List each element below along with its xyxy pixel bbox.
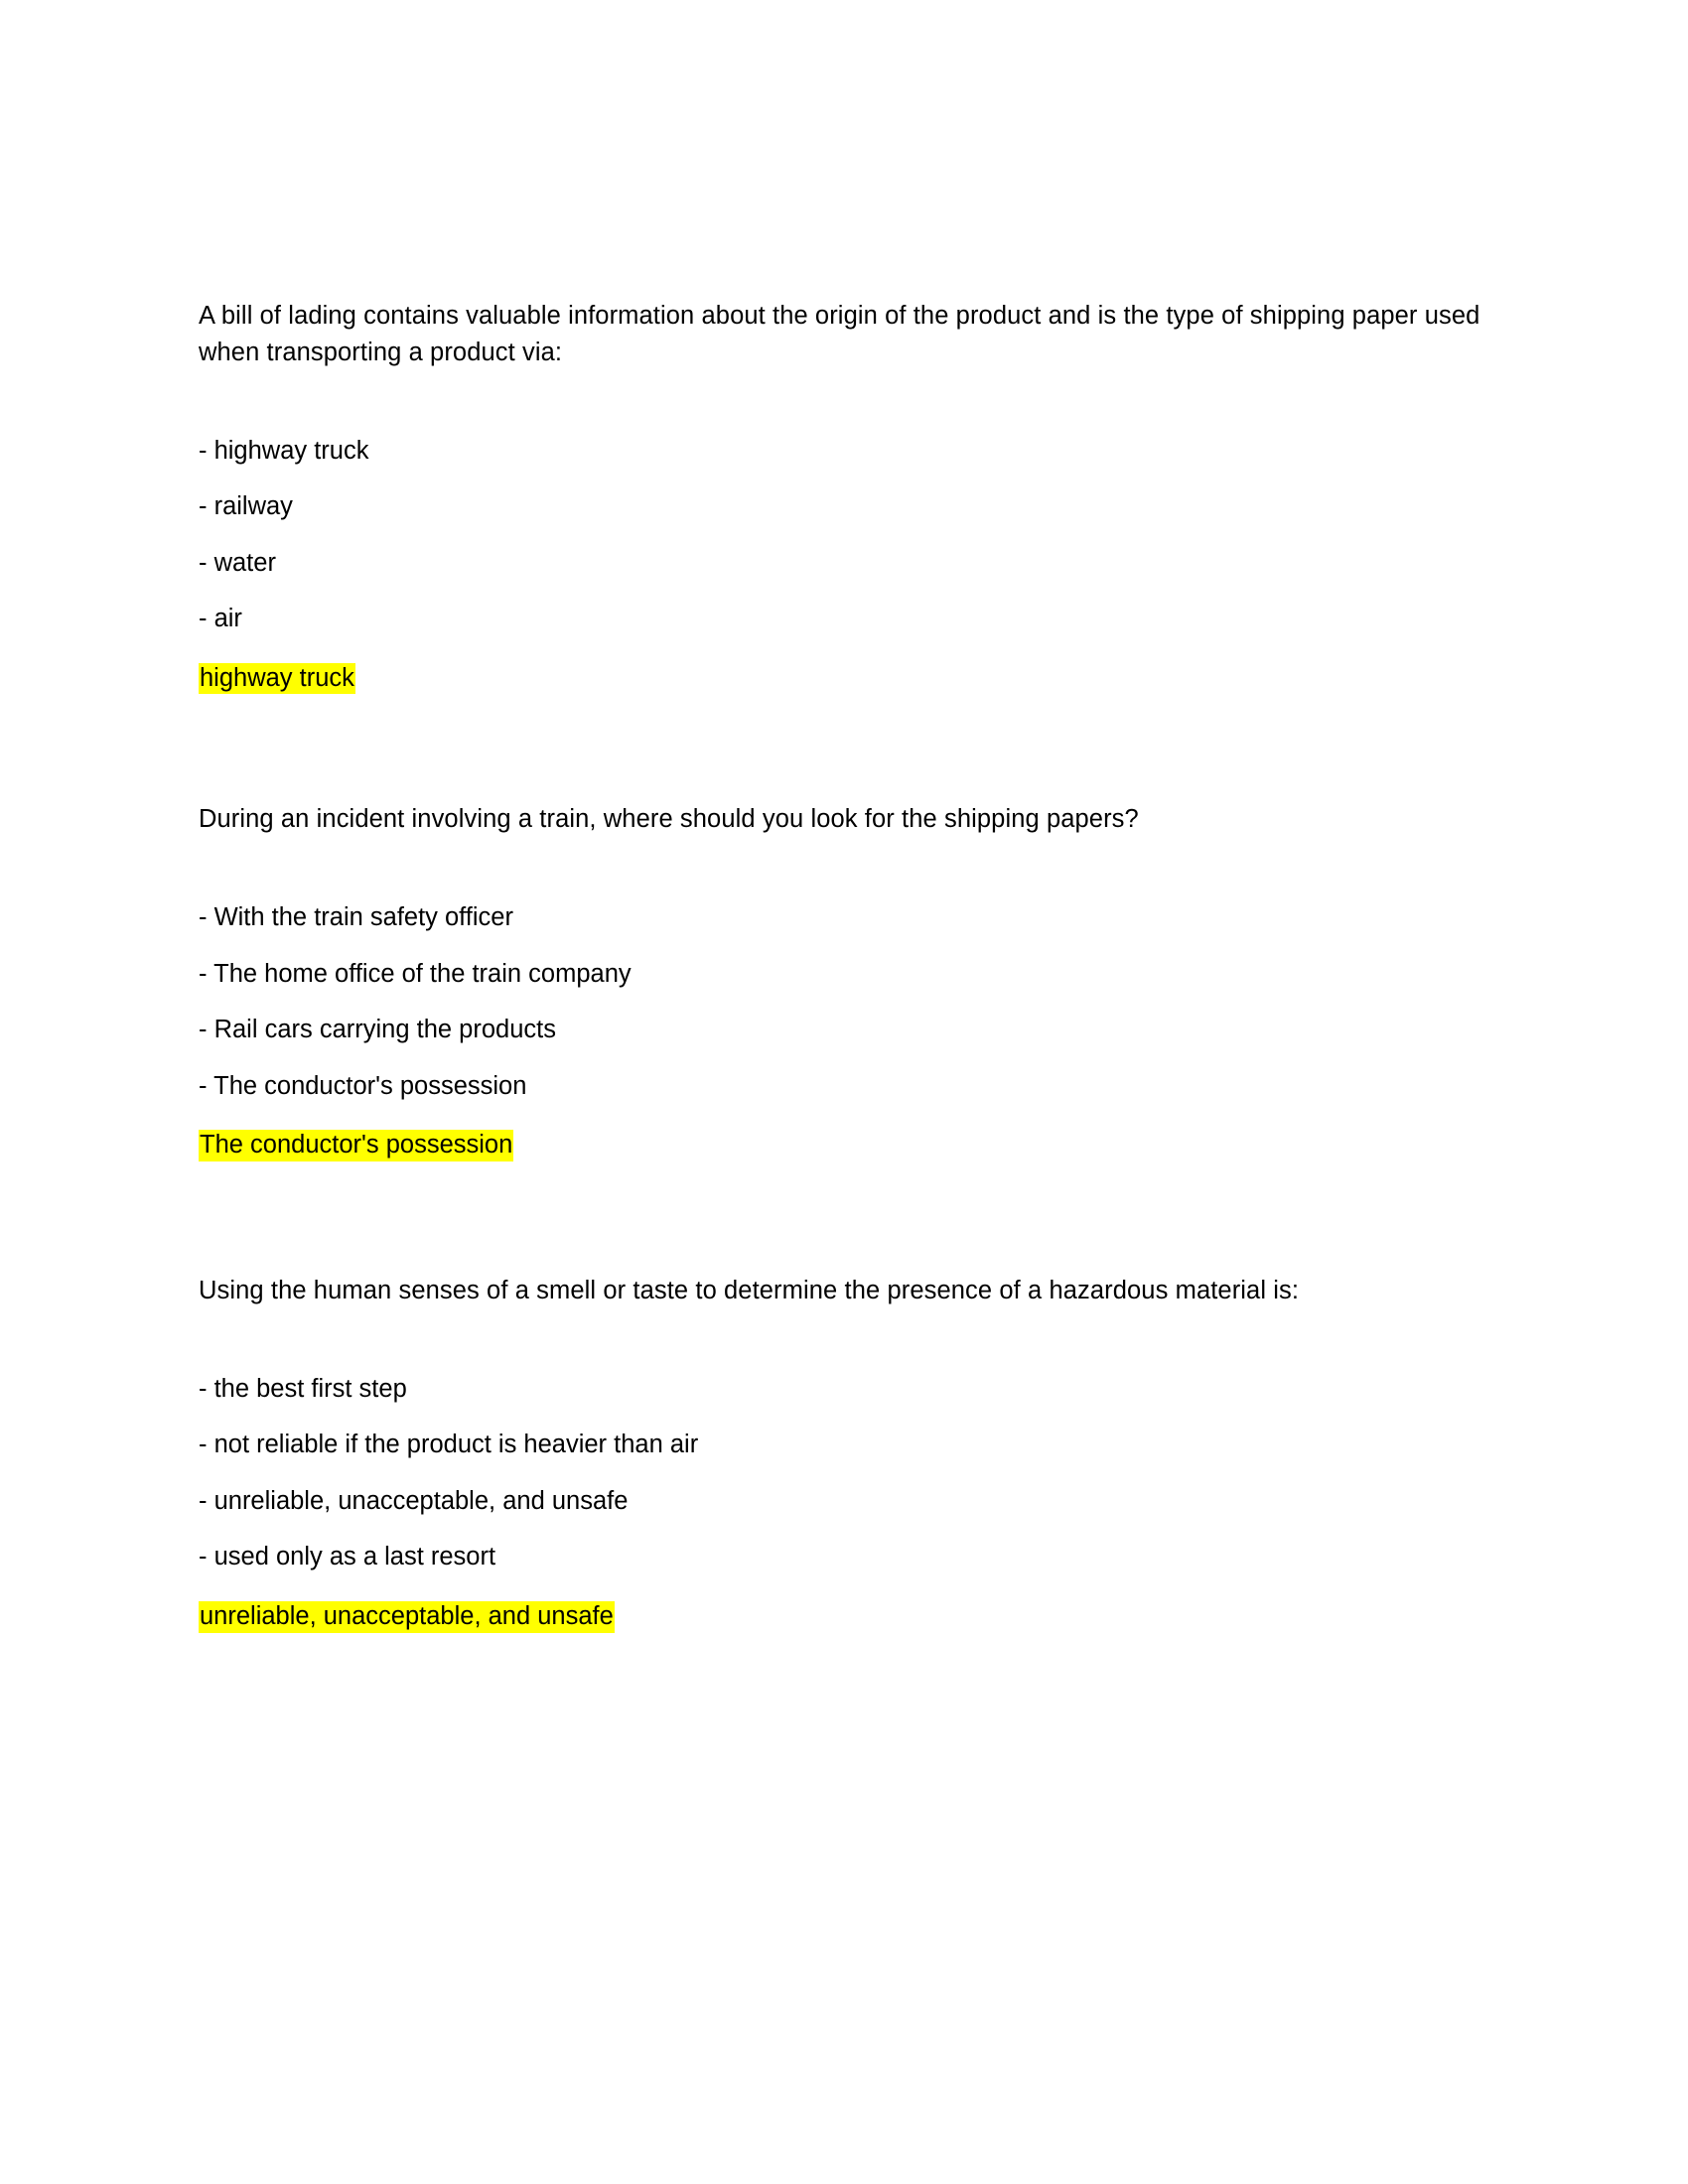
option-item[interactable]: - air: [199, 605, 242, 633]
option-list: [199, 905, 1489, 1099]
question-text: Using the human senses of a smell or taste to determine the presence of a hazardous material is:: [199, 1277, 1300, 1304]
document-body: [199, 298, 1489, 1633]
highlighted-answer: The conductor's possession: [199, 1130, 513, 1161]
option-item[interactable]: - Rail cars carrying the products: [199, 1016, 556, 1044]
option-item[interactable]: - unreliable, unacceptable, and unsafe: [199, 1486, 629, 1515]
option-item[interactable]: - the best first step: [199, 1374, 407, 1403]
option-item[interactable]: - highway truck: [199, 436, 369, 465]
highlighted-answer: highway truck: [199, 663, 355, 695]
option-item[interactable]: - The conductor's possession: [199, 1071, 527, 1100]
answer-row: [199, 663, 1489, 695]
answer-row: [199, 1601, 1489, 1633]
option-item[interactable]: - With the train safety officer: [199, 903, 513, 932]
question-text: During an incident involving a train, where should you look for the shipping papers?: [199, 805, 1139, 834]
option-list: [199, 436, 1489, 633]
spacer: [199, 371, 1489, 439]
answer-row: [199, 1130, 1489, 1161]
spacer: [199, 1161, 1489, 1273]
question-block-3: [199, 1273, 1489, 1633]
option-item[interactable]: - The home office of the train company: [199, 959, 632, 988]
question-block-2: [199, 801, 1489, 1161]
option-item[interactable]: - used only as a last resort: [199, 1543, 496, 1571]
option-item[interactable]: - not reliable if the product is heavier than air: [199, 1431, 699, 1459]
question-block-1: [199, 298, 1489, 694]
spacer: [199, 838, 1489, 905]
question-text: A bill of lading contains valuable information about the origin of the product and is the type of shipping paper used when transporting a product via:: [199, 302, 1480, 366]
option-item[interactable]: - water: [199, 548, 276, 577]
highlighted-answer: unreliable, unacceptable, and unsafe: [199, 1601, 615, 1633]
option-list: [199, 1374, 1489, 1571]
option-item[interactable]: - railway: [199, 492, 293, 521]
spacer: [199, 694, 1489, 801]
spacer: [199, 1309, 1489, 1377]
